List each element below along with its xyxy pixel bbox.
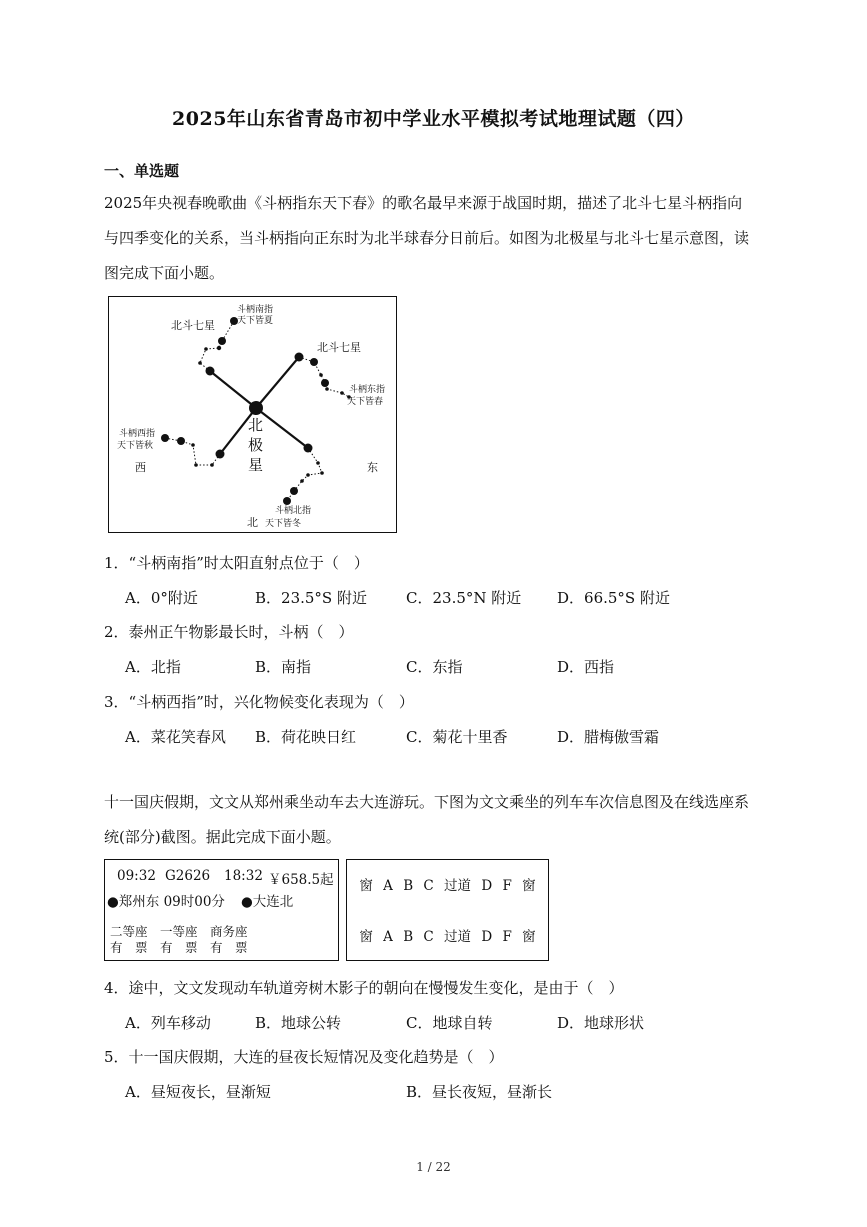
label-south-line2: 天下皆夏 (237, 316, 274, 326)
intro-paragraph-2 (104, 785, 772, 855)
q4-option-b[interactable]: B．地球公转 (255, 1014, 342, 1032)
ticket-to-station: ●大连北 (241, 894, 294, 910)
label-big-dipper-nw: 北斗七星 (171, 319, 215, 332)
intro2-line2: 统(部分)截图。据此完成下面小题。 (104, 828, 341, 846)
big-dipper-figure (108, 296, 397, 533)
ticket-from-station: ●郑州东 09时00分 (107, 894, 225, 910)
label-north-line1: 斗柄北指 (275, 506, 312, 516)
page-title: 2025年山东省青岛市初中学业水平模拟考试地理试题（四） (172, 108, 695, 130)
q3-option-a[interactable]: A．菜花笑春风 (125, 728, 226, 746)
intro2-line1: 十一国庆假期，文文从郑州乘坐动车去大连游玩。下图为文文乘坐的列车车次信息图及在线选座系 (104, 793, 750, 811)
q2-option-b[interactable]: B．南指 (255, 658, 312, 676)
label-polaris-1: 北 (248, 416, 264, 434)
label-west-line1: 斗柄西指 (119, 429, 156, 439)
label-dir-west: 西 (135, 461, 146, 474)
ticket-depart-time: 09:32 (117, 868, 156, 884)
question-1-stem: 1．“斗柄南指”时太阳直射点位于（ ） (104, 554, 369, 572)
intro1-line1: 2025年央视春晚歌曲《斗柄指东天下春》的歌名最早来源于战国时期，描述了北斗七星斗柄指向 (104, 194, 743, 212)
q1-option-b[interactable]: B．23.5°S 附近 (255, 589, 367, 607)
ticket-availability: 有 票 有 票 有 票 (110, 940, 248, 955)
question-2-stem: 2．泰州正午物影最长时，斗柄（ ） (104, 623, 354, 641)
q3-option-b[interactable]: B．荷花映日红 (255, 728, 357, 746)
intro1-line2: 与四季变化的关系，当斗柄指向正东时为北半球春分日前后。如图为北极星与北斗七星示意图，读 (104, 229, 750, 247)
question-3-stem: 3．“斗柄西指”时，兴化物候变化表现为（ ） (104, 693, 414, 711)
seat-selection-map (346, 859, 549, 961)
q2-option-c[interactable]: C．东指 (406, 658, 463, 676)
q1-option-a[interactable]: A．0°附近 (125, 589, 198, 607)
q2-option-d[interactable]: D．西指 (557, 658, 615, 676)
section-heading: 一、单选题 (104, 162, 180, 180)
ticket-seat-classes: 二等座 一等座 商务座 (110, 924, 248, 939)
intro1-line3: 图完成下面小题。 (104, 264, 225, 282)
label-dir-north: 北 (247, 516, 258, 529)
label-big-dipper-ne: 北斗七星 (317, 341, 361, 354)
label-east-line2: 天下皆春 (347, 397, 384, 407)
label-dir-east: 东 (367, 461, 378, 474)
q1-option-c[interactable]: C．23.5°N 附近 (406, 589, 522, 607)
label-west-line2: 天下皆秋 (117, 441, 154, 451)
question-4-stem: 4．途中，文文发现动车轨道旁树木影子的朝向在慢慢发生变化，是由于（ ） (104, 979, 624, 997)
q4-option-d[interactable]: D．地球形状 (557, 1014, 645, 1032)
label-east-line1: 斗柄东指 (349, 385, 386, 395)
page-number: 1 / 22 (416, 1160, 451, 1174)
ticket-arrive-time: 18:32 (224, 868, 263, 884)
seat-row-2: 窗 A B C 过道 D F 窗 (359, 929, 536, 945)
label-south-line1: 斗柄南指 (237, 305, 274, 315)
q5-option-b[interactable]: B．昼长夜短，昼渐长 (406, 1083, 553, 1101)
q2-option-a[interactable]: A．北指 (125, 658, 181, 676)
label-north-line2: 天下皆冬 (265, 519, 302, 529)
label-polaris-2: 极 (248, 436, 264, 454)
q4-option-a[interactable]: A．列车移动 (125, 1014, 211, 1032)
ticket-train-number: G2626 (165, 868, 211, 884)
question-5-stem: 5．十一国庆假期，大连的昼夜长短情况及变化趋势是（ ） (104, 1048, 504, 1066)
q4-option-c[interactable]: C．地球自转 (406, 1014, 493, 1032)
label-polaris-3: 星 (248, 456, 264, 474)
q1-option-d[interactable]: D．66.5°S 附近 (557, 589, 670, 607)
q3-option-d[interactable]: D．腊梅傲雪霜 (557, 728, 660, 746)
train-ticket-info (104, 859, 339, 961)
seat-row-1: 窗 A B C 过道 D F 窗 (359, 878, 536, 894)
ticket-price: ￥658.5起 (268, 872, 334, 888)
intro-paragraph-1 (104, 186, 772, 291)
q5-option-a[interactable]: A．昼短夜长，昼渐短 (125, 1083, 271, 1101)
q3-option-c[interactable]: C．菊花十里香 (406, 728, 508, 746)
big-dipper-diagram (109, 297, 398, 534)
